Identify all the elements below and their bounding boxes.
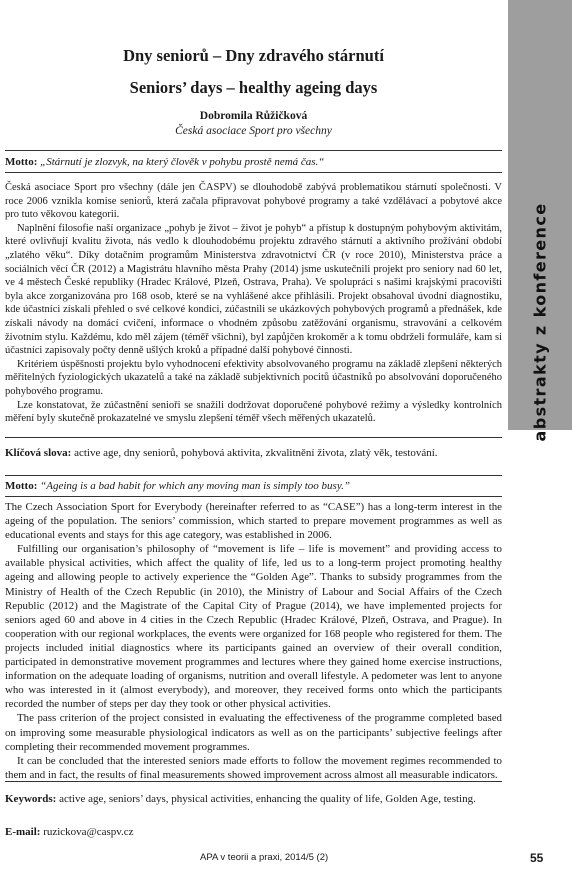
motto-czech (5, 155, 502, 169)
motto-czech-label: Motto: (5, 156, 38, 168)
keywords-czech (5, 446, 502, 460)
email-address[interactable]: ruzickova@caspv.cz (43, 826, 134, 838)
page-number: 55 (530, 851, 544, 865)
abstract-english-paragraph: The Czech Association Sport for Everybody (hereinafter referred to as “CASE”) has a long-term interest in the ageing of the population. The seniors’ commission, which started to prepare movement programmes as well as educational events and stays for this age category, was established in 2006. (5, 501, 502, 542)
author-name: Dobromila Růžičková (199, 110, 308, 122)
keywords-english-text: active age, seniors’ days, physical activities, enhancing the quality of life, Golden Age, testing. (59, 793, 476, 805)
divider-top-cz (5, 150, 502, 151)
abstract-english-paragraph: The pass criterion of the project consisted in evaluating the effectiveness of the programme completed based on improving some measurable physiological indicators as well as on the participants’ subjective feelings after completing their recommended movement programmes. (5, 712, 502, 753)
abstract-english-paragraph: It can be concluded that the interested seniors made efforts to follow the movement regimes recommended to them and in fact, the results of final measurements showed improvement across almost all measurable indicators. (5, 754, 502, 781)
abstract-czech-paragraph: Naplnění filosofie naší organizace „pohyb je život – život je pohyb“ a přístup k dostupným pohybovým aktivitám, které ovlivňují kvalitu života, nás vedlo k dlouhodobému projektu zdravého stárnutí a aktivního prožívání období „zlatého věku“. Díky dotačním programům Ministerstva zdravotnictví ČR (v roce 2010), Ministerstva práce a sociálních věcí ČR (2012) a Magistrátu hlavního města Prahy (2014) jsme uskutečnili projekt pro seniory nad 60 let, ve 4 městech České republiky (Hradec Králové, Plzeň, Ostrava, Praha). Ve spolupráci s našimi krajskými pracovišti byla akce zorganizována pro 168 osob, které se na vyhlášené akce přihlásili. Projekt obsahoval úvodní diagnostiku, kde účastníci získali přehled o své celkové kondici, zúčastnili se ukázkových pohybových programů a přednášek, kde získali návody na domácí cvičení, informace o vhodném způsobu zatěžování organismu, stravování a celkovém životním stylu. Každému, kdo měl zájem (téměř všichni), byl zapůjčen krokoměr a k tomu obdrželi formuláře, kam si účastníci zapisovaly počty denně ušlých kroků a případné další pohybové činnosti. (5, 222, 502, 357)
section-side-tab-label: abstrakty z konference (530, 202, 550, 442)
abstract-czech-paragraph: Lze konstatovat, že zúčastnění senioři se snažili dodržovat doporučené pohybové režimy a výsledky kontrolních měření byly skutečně prokazatelné ve smyslu zlepšení téměř všech měřených ukazatelů. (5, 399, 502, 425)
divider-after-motto-cz (5, 172, 502, 173)
motto-czech-text: „Stárnutí je zlozvyk, na který člověk v pohybu prostě nemá čas.“ (40, 156, 325, 168)
footer-journal-citation: APA v teorii a praxi, 2014/5 (2) (200, 852, 329, 863)
title-czech: Dny seniorů – Dny zdravého stárnutí (123, 46, 384, 65)
abstract-czech-paragraph: Kritériem úspěšnosti projektu bylo vyhodnocení efektivity absolvovaného programu na základě zlepšení některých měřitelných fyziologických ukazatelů a také na základě subjektivních pocitů účastníků po absolvování doporučeného pohybového programu. (5, 358, 502, 397)
motto-english (5, 479, 502, 493)
motto-english-label: Motto: (5, 480, 38, 492)
keywords-czech-text: active age, dny seniorů, pohybová aktivita, zkvalitnění života, zlatý věk, testování. (74, 447, 438, 459)
abstract-czech (5, 181, 502, 426)
abstract-english (5, 500, 502, 782)
title-english: Seniors’ days – healthy ageing days (129, 78, 378, 97)
divider-keywords-cz (5, 437, 502, 438)
keywords-czech-label: Klíčová slova: (5, 447, 72, 459)
keywords-english-label: Keywords: (5, 793, 57, 805)
email-label: E-mail: (5, 826, 41, 838)
keywords-english (5, 792, 502, 806)
author-affiliation: Česká asociace Sport pro všechny (175, 125, 332, 137)
contact-email (5, 826, 134, 838)
abstract-english-paragraph: Fulfilling our organisation’s philosophy of “movement is life – life is movement” and providing access to available physical activities, which affect the quality of life, led us to a long-term project promoting healthy ageing and allowing people to actively experience the “Golden Age”. Thanks to subsidy programmes from the Ministry of Health of the Czech Republic (in 2010), the Ministry of Labour and Social Affairs of the Czech Republic (2012) and the Magistrate of the Capital City of Prague (2014), we have implemented projects for seniors aged 60 and above in 4 cities in the Czech Republic (Hradec Králové, Plzeň, Ostrava, and Prague). In cooperation with our regional workplaces, the events were organized for 168 people who registered for them. The projects included initial diagnostics where its participants gained an overview of their overall condition, participated in demonstrative movement programmes and lectures where they gained home exercise instructions, information on the adequate loading of organisms, nutrition and overall lifestyle. A pedometer was lent to anyone who was interested in it (almost everybody), and moreover, they received forms onto which the participants recorded the number of steps per day they took or other physical activities. (5, 543, 502, 711)
motto-english-text: “Ageing is a bad habit for which any moving man is simply too busy.” (40, 480, 350, 492)
divider-keywords-en (5, 781, 502, 782)
abstract-czech-paragraph: Česká asociace Sport pro všechny (dále jen ČASPV) se dlouhodobě zabývá problematikou stárnutí společnosti. V roce 2006 vznikla komise seniorů, která začala připravovat pohybové programy a také vzdělávací a pobytové akce pro tuto věkovou kategorii. (5, 182, 502, 221)
divider-after-motto-en (5, 496, 502, 497)
divider-top-en (5, 475, 502, 476)
